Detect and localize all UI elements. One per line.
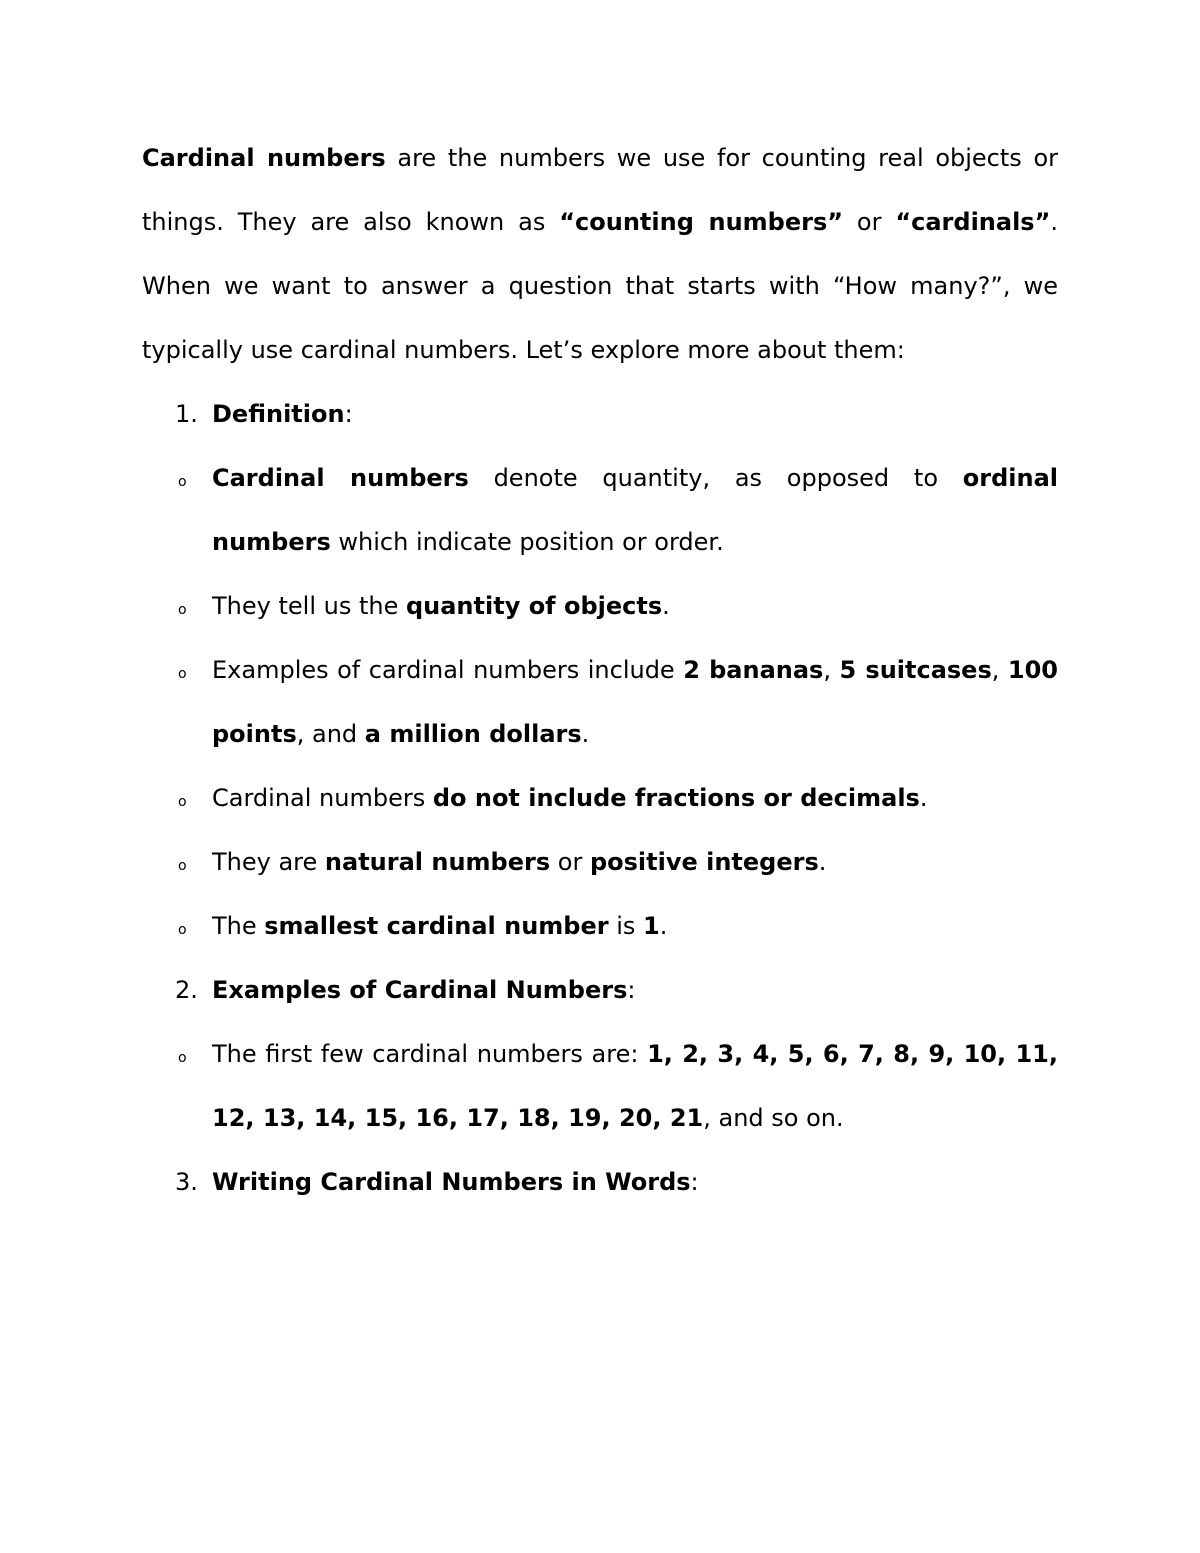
list-number: 1. (175, 400, 198, 428)
list-number: 2. (175, 976, 198, 1004)
bullet-icon: o (178, 858, 187, 874)
list-number: 3. (175, 1168, 198, 1196)
sub-list (142, 1022, 1058, 1150)
bold-text: quantity of objects (405, 592, 663, 620)
text: . (662, 592, 670, 620)
text: . (659, 912, 668, 940)
text: , (823, 656, 840, 684)
text: Examples of cardinal numbers include (212, 656, 684, 684)
list-item (142, 894, 1058, 958)
bullet-icon: o (178, 1050, 187, 1066)
bold-text: 1, 2, 3, 4, 5, 6, 7, 8, 9, 10, 11, 12, 13, 14, 15, 16, 17, 18, 19, 20, 21 (212, 1040, 1058, 1132)
text: The first few cardinal numbers are: (212, 1040, 648, 1068)
text: They tell us the (212, 592, 406, 620)
intro-alias-1: “counting numbers” (559, 208, 844, 236)
bold-text: positive integers (589, 848, 819, 876)
text: . (581, 720, 590, 748)
section-colon: : (690, 1168, 699, 1196)
list-item-definition (142, 382, 1058, 958)
text: , and (296, 720, 365, 748)
bullet-icon: o (178, 474, 187, 490)
bullet-icon: o (178, 794, 187, 810)
list-item (142, 1022, 1058, 1150)
list-item (142, 638, 1058, 766)
document-body (142, 126, 1058, 1214)
intro-term: Cardinal numbers (142, 144, 386, 172)
intro-paragraph (142, 126, 1058, 382)
section-heading (212, 1168, 699, 1196)
list-item-writing (142, 1150, 1058, 1214)
intro-alias-2: “cardinals” (895, 208, 1051, 236)
section-heading (212, 976, 635, 1004)
bold-text: ordinal numbers (212, 464, 1059, 556)
text: . (919, 784, 928, 812)
bold-text: Cardinal numbers (212, 464, 469, 492)
list-item (142, 830, 1058, 894)
text: The (212, 912, 265, 940)
numbered-list (142, 382, 1058, 1214)
intro-text-1: are the numbers we use for counting real objects or things. They are also known as (142, 144, 1058, 236)
bold-text: smallest cardinal number (264, 912, 609, 940)
section-title: Examples of Cardinal Numbers (212, 976, 628, 1004)
bold-text: 2 bananas (683, 656, 824, 684)
section-colon: : (627, 976, 636, 1004)
bullet-icon: o (178, 922, 187, 938)
bold-text: do not include fractions or decimals (432, 784, 920, 812)
bold-text: a million dollars (364, 720, 582, 748)
intro-text-2: or (843, 208, 896, 236)
text: denote quantity, as opposed to (468, 464, 963, 492)
text: is (608, 912, 644, 940)
list-item (142, 766, 1058, 830)
section-heading (212, 400, 353, 428)
text: . (818, 848, 827, 876)
section-colon: : (344, 400, 353, 428)
intro-text-3: . When we want to answer a question that starts with “How many?”, we typically use cardinal numbers. Let’s explore more about them: (142, 208, 1059, 364)
text: Cardinal numbers (212, 784, 433, 812)
bullet-icon: o (178, 666, 187, 682)
text: which indicate position or order. (330, 528, 724, 556)
text: or (550, 848, 590, 876)
bold-text: 100 points (212, 656, 1058, 748)
section-title: Writing Cardinal Numbers in Words (212, 1168, 691, 1196)
bold-text: 1 (643, 912, 660, 940)
list-item-examples (142, 958, 1058, 1150)
section-title: Definition (212, 400, 345, 428)
bullet-icon: o (178, 602, 187, 618)
bold-text: natural numbers (324, 848, 551, 876)
list-item (142, 446, 1058, 574)
text: , and so on. (703, 1104, 844, 1132)
bold-text: 5 suitcases (839, 656, 992, 684)
text: They are (212, 848, 325, 876)
sub-list (142, 446, 1058, 958)
text: , (991, 656, 1008, 684)
list-item (142, 574, 1058, 638)
